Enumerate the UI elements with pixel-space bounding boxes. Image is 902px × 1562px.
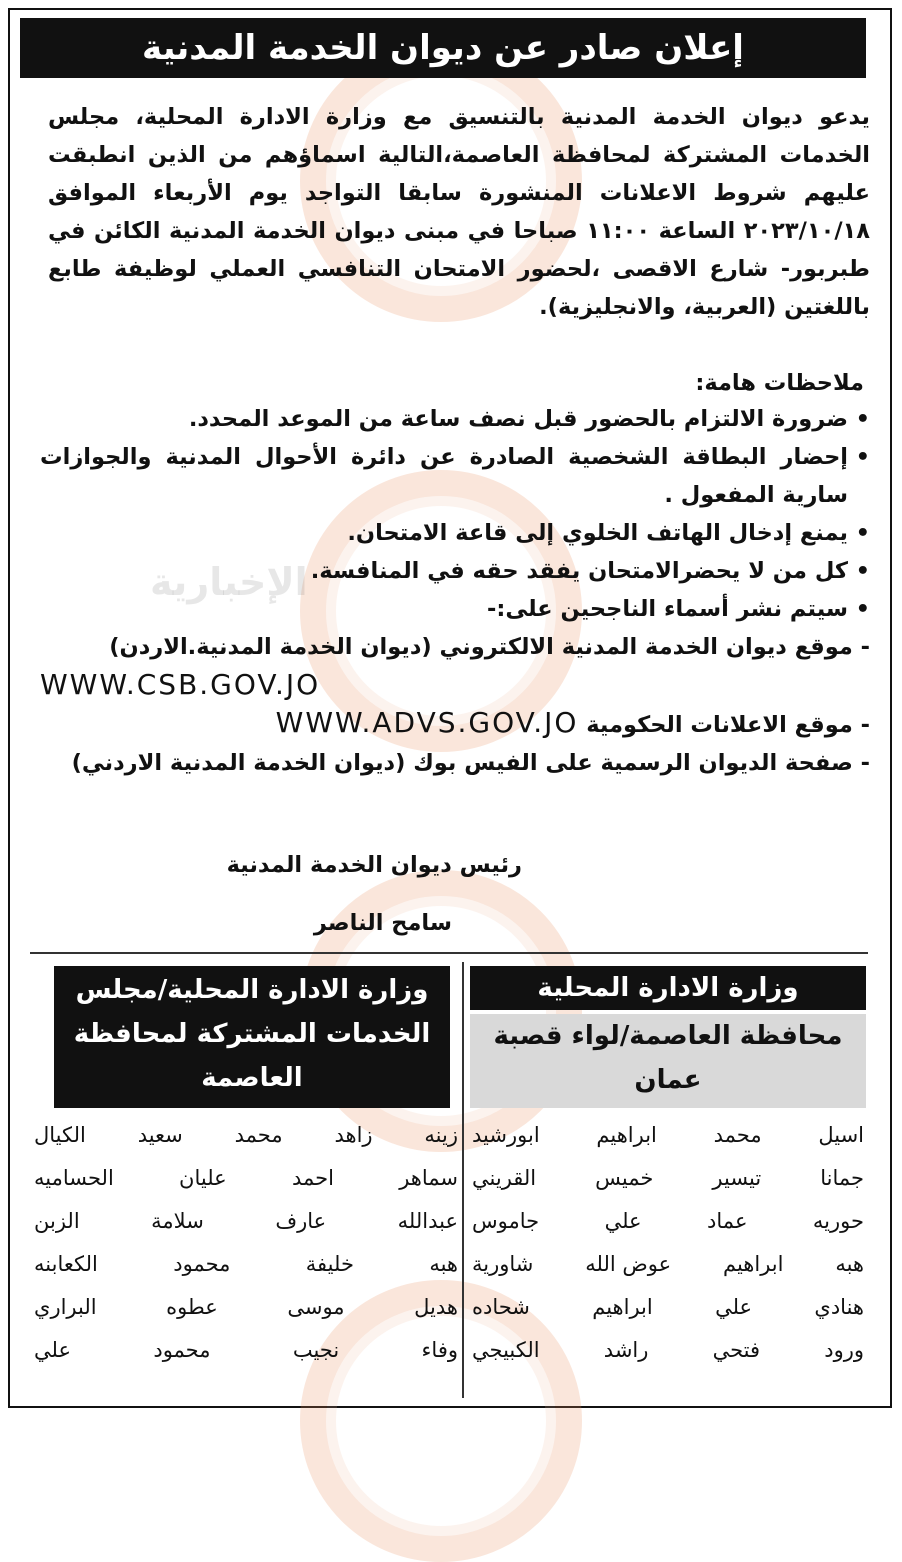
list-item: هبه خليفة محمود الكعابنه: [34, 1252, 458, 1276]
site-csb-url: WWW.CSB.GOV.JO: [40, 668, 321, 701]
column-divider: [462, 962, 464, 1398]
site-advs: [40, 704, 870, 744]
note-item: • ضرورة الالتزام بالحضور قبل نصف ساعة من الموعد المحدد.: [40, 400, 870, 438]
note-item: • إحضار البطاقة الشخصية الصادرة عن دائرة الأحوال المدنية والجوازات سارية المفعول .: [40, 438, 870, 514]
bullet-icon: •: [855, 558, 870, 584]
site-csb-label: - موقع ديوان الخدمة المدنية الالكتروني (ديوان الخدمة المدنية.الاردن): [109, 634, 870, 660]
note-item: • يمنع إدخال الهاتف الخلوي إلى قاعة الامتحان.: [40, 514, 870, 552]
note-item: • سيتم نشر أسماء الناجحين على:-: [40, 590, 870, 628]
section-divider: [30, 952, 868, 954]
left-names-list: [34, 1114, 458, 1372]
list-item: هنادي علي ابراهيم شحاده: [472, 1295, 864, 1319]
list-item: وفاء نجيب محمود علي: [34, 1338, 458, 1362]
left-column-header: وزارة الادارة المحلية/مجلس الخدمات المشتركة لمحافظة العاصمة: [54, 966, 450, 1108]
bullet-icon: •: [855, 444, 870, 470]
list-item: زينه زاهد محمد سعيد الكيال: [34, 1123, 458, 1147]
list-item: هبه ابراهيم عوض الله شاورية: [472, 1252, 864, 1276]
list-item: حوريه عماد علي جاموس: [472, 1209, 864, 1233]
signature-name: سامح الناصر: [313, 910, 452, 936]
bullet-icon: •: [855, 596, 870, 622]
list-item: جمانا تيسير خميس القريني: [472, 1166, 864, 1190]
announcement-title: إعلان صادر عن ديوان الخدمة المدنية: [20, 18, 866, 78]
site-advs-label: - موقع الاعلانات الحكومية: [586, 712, 870, 738]
list-item: عبدالله عارف سلامة الزبن: [34, 1209, 458, 1233]
list-item: ورود فتحي راشد الكبيجي: [472, 1338, 864, 1362]
intro-paragraph: يدعو ديوان الخدمة المدنية بالتنسيق مع وزارة الادارة المحلية، مجلس الخدمات المشتركة لمحافظة العاصمة،التالية اسماؤهم من الذين انطبقت عليهم شروط الاعلانات المنشورة سابقا التواجد يوم الأربعاء الموافق ٢٠٢٣/١٠/١٨ الساعة ١١:٠٠ صباحا في مبنى ديوان الخدمة المدنية الكائن في طبربور- شارع الاقصى ،لحضور الامتحان التنافسي العملي لوظيفة طابع باللغتين (العربية، والانجليزية).: [48, 104, 871, 320]
notes-heading: ملاحظات هامة:: [695, 370, 864, 396]
site-facebook-label: - صفحة الديوان الرسمية على الفيس بوك (ديوان الخدمة المدنية الاردني): [71, 750, 870, 776]
signature-position: رئيس ديوان الخدمة المدنية: [226, 852, 522, 878]
right-column-header: وزارة الادارة المحلية: [470, 966, 866, 1010]
bullet-icon: •: [855, 406, 870, 432]
notes-list: [40, 400, 870, 782]
list-item: هديل موسى عطوه البراري: [34, 1295, 458, 1319]
note-item: • كل من لا يحضرالامتحان يفقد حقه في المنافسة.: [40, 552, 870, 590]
right-names-list: [472, 1114, 864, 1372]
right-column-subheader: محافظة العاصمة/لواء قصبة عمان: [470, 1014, 866, 1108]
bullet-icon: •: [855, 520, 870, 546]
list-item: اسيل محمد ابراهيم ابورشيد: [472, 1123, 864, 1147]
list-item: سماهر احمد عليان الحساميه: [34, 1166, 458, 1190]
site-advs-url: WWW.ADVS.GOV.JO: [275, 706, 579, 739]
